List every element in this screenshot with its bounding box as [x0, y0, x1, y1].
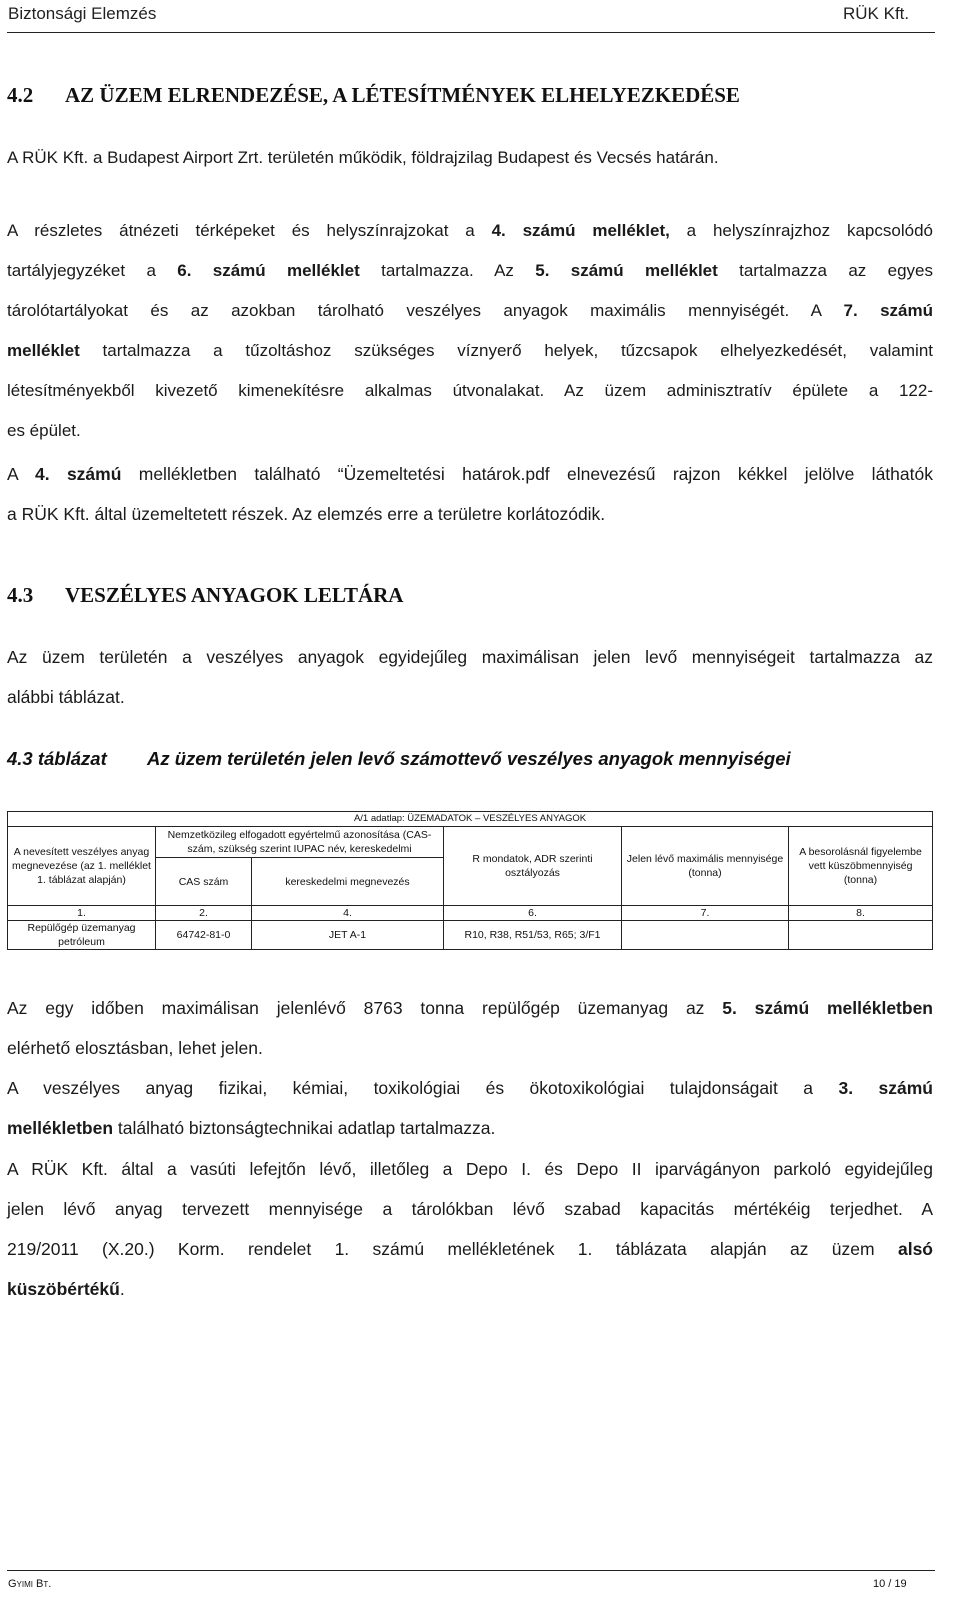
header-cas-number: CAS szám: [156, 858, 252, 906]
header-company: RÜK Kft.: [843, 4, 910, 23]
column-number: 4.: [252, 906, 444, 921]
paragraph-line: 219/2011 (X.20.) Korm. rendelet 1. számú mellékletének 1. táblázata alapján az üzem alsó: [7, 1239, 933, 1259]
paragraph-line: elérhető elosztásban, lehet jelen.: [7, 1038, 263, 1058]
column-number: 2.: [156, 906, 252, 921]
table-row: [8, 921, 933, 950]
page-number: 10 / 19: [873, 1578, 907, 1590]
section-title: AZ ÜZEM ELRENDEZÉSE, A LÉTESÍTMÉNYEK ELHELYEZKEDÉSE: [65, 83, 740, 107]
cell-threshold: [789, 921, 933, 950]
paragraph-annexes: [7, 211, 933, 451]
paragraph-line: Az üzem területén a veszélyes anyagok egyidejűleg maximálisan jelen levő mennyiségeit tartalmazza az: [7, 647, 933, 667]
footer-author: Gyimi Bt.: [8, 1578, 52, 1590]
cell-cas-number: 64742-81-0: [156, 921, 252, 950]
paragraph-line: alábbi táblázat.: [7, 687, 125, 707]
paragraph-line: tartályjegyzéket a 6. számú melléklet tartalmazza. Az 5. számú melléklet tartalmazza az egyes: [7, 261, 933, 280]
paragraph-text: A RÜK Kft. a Budapest Airport Zrt. területén működik, földrajzilag Budapest és Vecsés határán.: [7, 148, 719, 167]
header-substance-name: A nevesített veszélyes anyag megnevezése (az 1. melléklet 1. táblázat alapján): [8, 827, 156, 906]
footer-divider: [7, 1570, 935, 1571]
page-header: [8, 4, 952, 30]
paragraph-line: tárolótartályokat és az azokban tárolható veszélyes anyagok maximális mennyiségét. A 7. számú: [7, 301, 934, 320]
paragraph-line: Az egy időben maximálisan jelenlévő 8763 tonna repülőgép üzemanyag az 5. számú mellékletben: [7, 998, 933, 1018]
section-heading-4-2: [7, 83, 740, 108]
section-number: 4.3: [7, 583, 34, 607]
header-identification: Nemzetközileg elfogadott egyértelmű azonosítása (CAS-szám, szükség szerint IUPAC név, kereskedelmi: [156, 827, 444, 858]
column-number: 7.: [622, 906, 789, 921]
paragraph-safety-datasheet: [7, 1068, 933, 1148]
cell-substance-name: Repülőgép üzemanyag petróleum: [8, 921, 156, 950]
header-document-title: Biztonsági Elemzés: [8, 4, 157, 23]
paragraph-line: A RÜK Kft. által a vasúti lefejtőn lévő, illetőleg a Depo I. és Depo II iparvágányon parkoló egyidejűleg: [7, 1159, 933, 1179]
section-number: 4.2: [7, 83, 34, 107]
paragraph-line: jelen lévő anyag tervezett mennyisége a tárolókban lévő szabad kapacitás mértékéig terjedhet. A: [7, 1199, 933, 1219]
table-title-row: [8, 812, 933, 827]
header-max-quantity: Jelen lévő maximális mennyisége (tonna): [622, 827, 789, 906]
header-divider: [7, 32, 935, 33]
paragraph-line: küszöbértékű.: [7, 1279, 125, 1299]
paragraph-line: A veszélyes anyag fizikai, kémiai, toxikológiai és ökotoxikológiai tulajdonságait a 3. számú: [7, 1078, 933, 1098]
cell-trade-name: JET A-1: [252, 921, 444, 950]
table-caption-text: Az üzem területén jelen levő számottevő veszélyes anyagok mennyiségei: [147, 748, 791, 769]
paragraph-table-intro: [7, 637, 933, 717]
column-number: 6.: [444, 906, 622, 921]
paragraph-max-quantity: [7, 988, 933, 1068]
paragraph-operating-limits: [7, 454, 933, 534]
paragraph-line: létesítményekből kivezető kimenekítésre alkalmas útvonalakat. Az üzem adminisztratív épülete a 122-: [7, 381, 933, 400]
table-caption-label: 4.3 táblázat: [7, 748, 107, 769]
header-threshold: A besorolásnál figyelembe vett küszöbmennyiség (tonna): [789, 827, 933, 906]
table-caption: [7, 748, 791, 770]
table-column-numbers-row: [8, 906, 933, 921]
cell-max-quantity: [622, 921, 789, 950]
table-title: A/1 adatlap: ÜZEMADATOK – VESZÉLYES ANYAGOK: [8, 812, 933, 827]
column-number: 8.: [789, 906, 933, 921]
header-r-phrases: R mondatok, ADR szerinti osztályozás: [444, 827, 622, 906]
column-number: 1.: [8, 906, 156, 921]
section-heading-4-3: [7, 583, 403, 608]
paragraph-line: A részletes átnézeti térképeket és helyszínrajzokat a 4. számú melléklet, a helyszínrajzhoz kapcsolódó: [7, 221, 933, 240]
cell-r-phrases: R10, R38, R51/53, R65; 3/F1: [444, 921, 622, 950]
hazardous-substances-table: [7, 811, 933, 950]
paragraph-line: A 4. számú mellékletben található “Üzemeltetési határok.pdf elnevezésű rajzon kékkel jelölve láthatók: [7, 464, 933, 484]
section-title: VESZÉLYES ANYAGOK LELTÁRA: [65, 583, 404, 607]
table-header-row: [8, 827, 933, 858]
paragraph-line: es épület.: [7, 421, 81, 440]
paragraph-line: a RÜK Kft. által üzemeltetett részek. Az elemzés erre a területre korlátozódik.: [7, 504, 606, 524]
paragraph-railway-siding: [7, 1149, 933, 1309]
paragraph-line: melléklet tartalmazza a tűzoltáshoz szükséges víznyerő helyek, tűzcsapok elhelyezkedését, valamint: [7, 341, 933, 360]
paragraph-location: [7, 138, 933, 178]
header-trade-name: kereskedelmi megnevezés: [252, 858, 444, 906]
paragraph-line: mellékletben található biztonságtechnikai adatlap tartalmazza.: [7, 1118, 496, 1138]
